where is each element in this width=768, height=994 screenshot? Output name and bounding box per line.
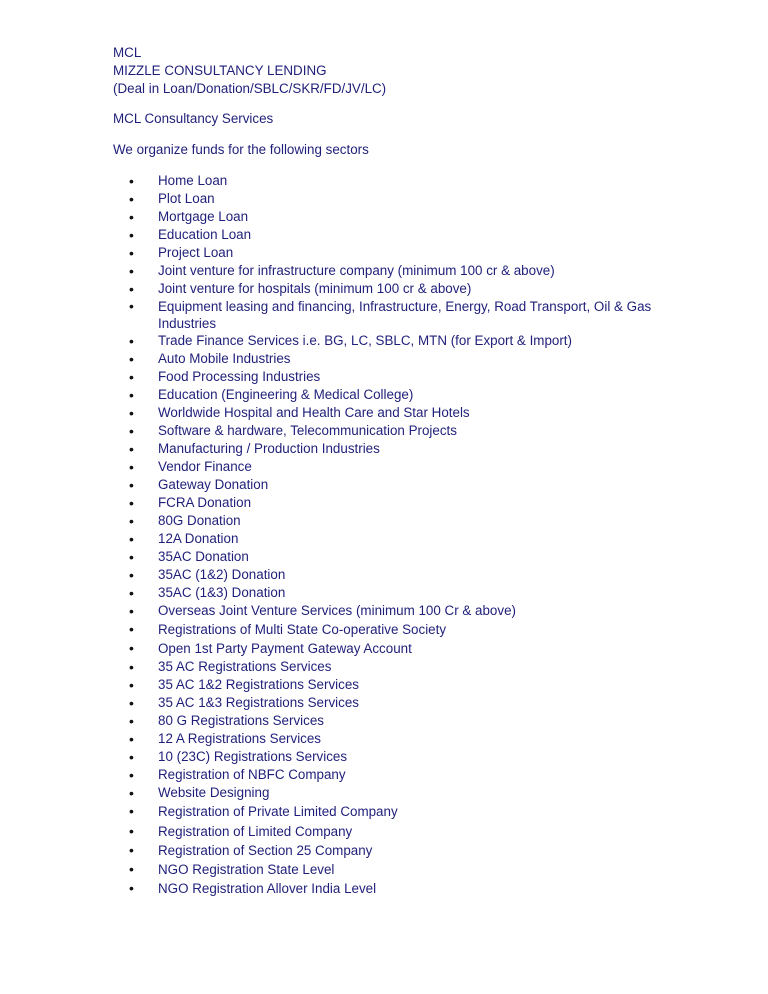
list-item: • 12 A Registrations Services	[113, 730, 673, 748]
list-item: • NGO Registration Allover India Level	[113, 879, 673, 898]
list-item: • Registration of NBFC Company	[113, 766, 673, 784]
list-item: • Home Loan	[113, 172, 673, 190]
list-item: • Food Processing Industries	[113, 368, 673, 386]
services-title: MCL Consultancy Services	[113, 111, 274, 126]
list-item: • Trade Finance Services i.e. BG, LC, SBLC, MTN (for Export & Import)	[113, 332, 673, 350]
list-item: • 12A Donation	[113, 530, 673, 548]
list-item: • Equipment leasing and financing, Infrastructure, Energy, Road Transport, Oil & Gas Industries	[113, 298, 673, 332]
company-name: MIZZLE CONSULTANCY LENDING	[113, 63, 327, 78]
list-item: • FCRA Donation	[113, 494, 673, 512]
list-item: • Overseas Joint Venture Services (minimum 100 Cr & above)	[113, 602, 673, 620]
list-item: • Mortgage Loan	[113, 208, 673, 226]
list-item: • Gateway Donation	[113, 476, 673, 494]
list-item: • Registration of Private Limited Company	[113, 802, 673, 821]
list-item: • Joint venture for infrastructure company (minimum 100 cr & above)	[113, 262, 673, 280]
list-item: • Project Loan	[113, 244, 673, 262]
list-item: • Auto Mobile Industries	[113, 350, 673, 368]
list-item: • Website Designing	[113, 784, 673, 802]
list-item: • Registrations of Multi State Co-operative Society	[113, 620, 673, 639]
list-item: • Joint venture for hospitals (minimum 100 cr & above)	[113, 280, 673, 298]
list-item: • Worldwide Hospital and Health Care and Star Hotels	[113, 404, 673, 422]
list-item: • 80 G Registrations Services	[113, 712, 673, 730]
sector-list	[113, 172, 673, 898]
list-item: • Education (Engineering & Medical College)	[113, 386, 673, 404]
list-item: • Vendor Finance	[113, 458, 673, 476]
list-item: • 35 AC 1&2 Registrations Services	[113, 676, 673, 694]
intro-text: We organize funds for the following sectors	[113, 142, 369, 157]
list-item: • 35AC (1&2) Donation	[113, 566, 673, 584]
list-item: • 80G Donation	[113, 512, 673, 530]
list-item: • Manufacturing / Production Industries	[113, 440, 673, 458]
company-tagline: (Deal in Loan/Donation/SBLC/SKR/FD/JV/LC)	[113, 81, 387, 96]
list-item: • Plot Loan	[113, 190, 673, 208]
list-item: • 35 AC Registrations Services	[113, 658, 673, 676]
company-acronym: MCL	[113, 45, 142, 60]
list-item: • Open 1st Party Payment Gateway Account	[113, 639, 673, 658]
list-item: • 35AC Donation	[113, 548, 673, 566]
list-item: • NGO Registration State Level	[113, 860, 673, 879]
list-item: • 10 (23C) Registrations Services	[113, 748, 673, 766]
list-item: • Software & hardware, Telecommunication Projects	[113, 422, 673, 440]
list-item: • 35 AC 1&3 Registrations Services	[113, 694, 673, 712]
list-item: • Education Loan	[113, 226, 673, 244]
list-item: • Registration of Limited Company	[113, 822, 673, 841]
list-item: • 35AC (1&3) Donation	[113, 584, 673, 602]
list-item: • Registration of Section 25 Company	[113, 841, 673, 860]
